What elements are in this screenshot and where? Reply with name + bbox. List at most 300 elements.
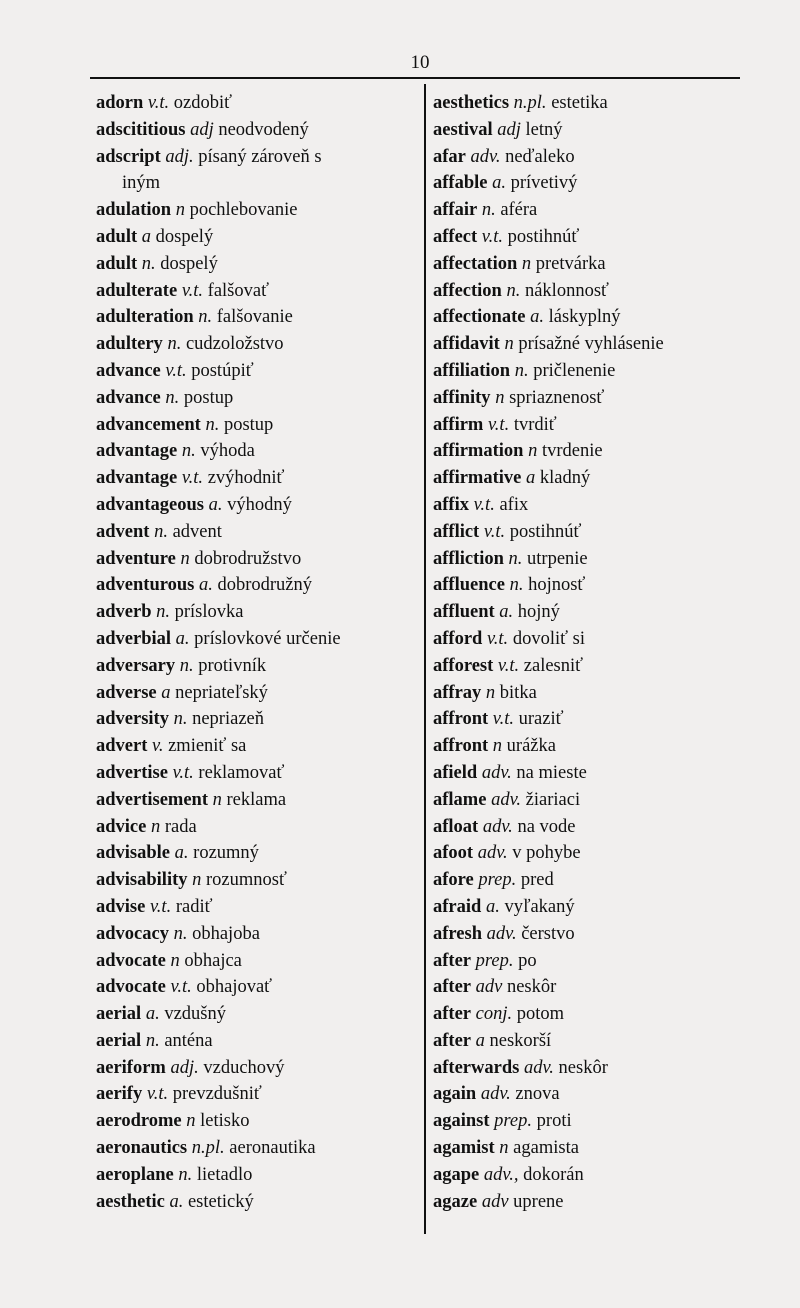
headword: advise (96, 896, 146, 917)
headword: adverb (96, 602, 152, 623)
headword: aerial (96, 1004, 142, 1025)
translation: neskôr (506, 977, 557, 998)
part-of-speech: n (492, 736, 503, 757)
dictionary-entry (96, 948, 416, 975)
headword: adverse (96, 682, 157, 703)
part-of-speech: adv. (470, 146, 501, 167)
translation: postup (183, 387, 234, 408)
dictionary-entry (433, 948, 753, 975)
headword: agape (433, 1164, 480, 1185)
headword: adult (96, 253, 138, 274)
translation: vzduchový (203, 1057, 285, 1078)
headword: affluent (433, 602, 495, 623)
part-of-speech: n. (145, 1030, 160, 1051)
part-of-speech: v.t. (149, 896, 172, 917)
headword: affirm (433, 414, 484, 435)
dictionary-entry (433, 1028, 753, 1055)
part-of-speech: adv. (480, 1084, 511, 1105)
part-of-speech: n. (167, 334, 182, 355)
headword: affront (433, 736, 489, 757)
dictionary-entry (433, 599, 753, 626)
part-of-speech: n (212, 789, 222, 810)
dictionary-entry (433, 894, 753, 921)
dictionary-entry (96, 358, 416, 385)
part-of-speech: a. (492, 173, 506, 194)
part-of-speech: prep. (478, 870, 517, 891)
dictionary-entry (433, 572, 753, 599)
headword: after (433, 977, 471, 998)
headword: aflame (433, 789, 487, 810)
translation: pred (520, 870, 554, 891)
translation: utrpenie (527, 548, 588, 569)
translation: zvýhodniť (207, 468, 285, 489)
translation: potom (516, 1004, 565, 1025)
part-of-speech: adv (481, 1191, 509, 1212)
part-of-speech: adv. (482, 816, 513, 837)
translation: postihnúť (509, 521, 582, 542)
part-of-speech: a. (485, 896, 500, 917)
translation: prísažné vyhlásenie (518, 334, 664, 355)
headword: afore (433, 870, 474, 891)
translation: neskorší (489, 1030, 552, 1051)
dictionary-entry (433, 251, 753, 278)
dictionary-entry (433, 546, 753, 573)
part-of-speech: n. (205, 414, 220, 435)
dictionary-entry (96, 1055, 416, 1082)
headword: afar (433, 146, 466, 167)
headword: adulterate (96, 280, 178, 301)
translation: reklama (226, 789, 287, 810)
translation: proti (536, 1111, 572, 1132)
dictionary-entry (433, 519, 753, 546)
headword: adultery (96, 334, 163, 355)
headword: adversity (96, 709, 169, 730)
dictionary-entry (96, 1081, 416, 1108)
headword: advice (96, 816, 147, 837)
part-of-speech: v.t. (147, 93, 170, 113)
dictionary-entry (96, 331, 416, 358)
part-of-speech: conj. (475, 1004, 513, 1025)
dictionary-entry (96, 626, 416, 653)
translation: spriaznenosť (509, 387, 605, 408)
page-number: 10 (410, 52, 430, 73)
headword: affront (433, 709, 489, 730)
column-divider (424, 84, 426, 1234)
dictionary-entry (433, 90, 753, 117)
part-of-speech: adv. (491, 789, 522, 810)
dictionary-entry (96, 117, 416, 144)
headword: affluence (433, 575, 505, 596)
dictionary-entry (433, 653, 753, 680)
part-of-speech: n (485, 682, 496, 703)
headword: afford (433, 628, 483, 649)
part-of-speech: n.pl. (191, 1138, 225, 1159)
headword: affair (433, 200, 478, 221)
translation: anténa (164, 1030, 213, 1051)
headword: agaze (433, 1191, 478, 1212)
headword: after (433, 950, 471, 971)
translation: rada (164, 816, 197, 837)
headword: advocate (96, 977, 166, 998)
part-of-speech: v.t. (486, 628, 509, 649)
translation: protivník (198, 655, 267, 676)
part-of-speech: v.t. (497, 655, 520, 676)
translation: lietadlo (196, 1164, 253, 1185)
headword: advantage (96, 441, 178, 462)
headword: aerify (96, 1084, 143, 1105)
headword: aeronautics (96, 1138, 188, 1159)
dictionary-entry (433, 1001, 753, 1028)
part-of-speech: adj (190, 119, 214, 140)
dictionary-entry (433, 680, 753, 707)
dictionary-entry (433, 1108, 753, 1135)
translation: kladný (539, 468, 591, 489)
dictionary-entry (96, 814, 416, 841)
headword: advocate (96, 950, 166, 971)
dictionary-entry (96, 251, 416, 278)
headword: advent (96, 521, 150, 542)
headword: adorn (96, 93, 144, 113)
part-of-speech: a. (174, 843, 189, 864)
part-of-speech: n (521, 253, 532, 274)
part-of-speech: n (180, 548, 190, 569)
translation: zmieniť sa (168, 736, 247, 757)
part-of-speech: v.t. (181, 280, 204, 301)
dictionary-entry (433, 465, 753, 492)
translation: bitka (499, 682, 537, 703)
headword: after (433, 1030, 471, 1051)
headword: affirmation (433, 441, 524, 462)
headword: adventurous (96, 575, 195, 596)
translation: uraziť (518, 709, 564, 730)
headword: adult (96, 226, 138, 247)
translation: láskyplný (548, 307, 621, 328)
translation: po (518, 950, 537, 971)
part-of-speech: n. (508, 548, 523, 569)
dictionary-entry (96, 787, 416, 814)
translation: dobrodružný (217, 575, 313, 596)
dictionary-entry (96, 1162, 416, 1189)
headword: advantage (96, 468, 178, 489)
headword: affirmative (433, 468, 522, 489)
dictionary-entry (96, 572, 416, 599)
part-of-speech: a. (169, 1191, 184, 1212)
part-of-speech: adv., (483, 1164, 519, 1185)
part-of-speech: n. (141, 253, 156, 274)
headword: affect (433, 226, 478, 247)
headword: affliction (433, 548, 504, 569)
headword: affable (433, 173, 488, 194)
part-of-speech: adv. (481, 762, 512, 783)
translation: písaný zároveň s (198, 146, 322, 167)
dictionary-entry (96, 599, 416, 626)
headword: adulation (96, 200, 172, 221)
translation: zalesniť (523, 655, 584, 676)
headword: afloat (433, 816, 479, 837)
headword: after (433, 1004, 471, 1025)
translation: výhoda (200, 441, 255, 462)
dictionary-entry (96, 974, 416, 1001)
dictionary-entry (96, 1189, 416, 1216)
translation: afix (499, 494, 529, 515)
headword: adversary (96, 655, 176, 676)
headword: again (433, 1084, 477, 1105)
part-of-speech: v.t. (146, 1084, 169, 1105)
headword: aeroplane (96, 1164, 174, 1185)
headword: adscititious (96, 119, 186, 140)
part-of-speech: v.t. (483, 521, 506, 542)
headword: advocacy (96, 923, 169, 944)
right-column (433, 90, 753, 1215)
part-of-speech: n. (198, 307, 213, 328)
part-of-speech: n. (165, 387, 180, 408)
headword: afoot (433, 843, 474, 864)
dictionary-entry (96, 921, 416, 948)
translation: rozumnosť (206, 870, 287, 891)
dictionary-entry (96, 412, 416, 439)
headword: advertise (96, 762, 168, 783)
translation: výhodný (227, 494, 292, 515)
headword: affectionate (433, 307, 526, 328)
part-of-speech: a. (208, 494, 223, 515)
part-of-speech: adj. (165, 146, 194, 167)
part-of-speech: n. (156, 602, 170, 623)
translation: čerstvo (521, 923, 575, 944)
dictionary-entry (96, 1001, 416, 1028)
part-of-speech: adj (497, 119, 521, 140)
dictionary-entry (433, 278, 753, 305)
headword: advance (96, 360, 161, 381)
headword: afterwards (433, 1057, 520, 1078)
dictionary-entry (433, 492, 753, 519)
translation: obhajca (184, 950, 242, 971)
part-of-speech: a. (530, 307, 544, 328)
part-of-speech: a. (145, 1004, 160, 1025)
part-of-speech: adv. (523, 1057, 554, 1078)
translation: ozdobiť (173, 93, 233, 113)
dictionary-entry (96, 224, 416, 251)
dictionary-entry (96, 144, 416, 198)
part-of-speech: prep. (475, 950, 514, 971)
dictionary-entry (433, 867, 753, 894)
part-of-speech: n (495, 387, 505, 408)
headword: aestival (433, 119, 493, 140)
translation: obhajovať (196, 977, 273, 998)
translation: tvrdenie (541, 441, 603, 462)
part-of-speech: a (475, 1030, 485, 1051)
part-of-speech: n (192, 870, 202, 891)
translation: pochlebovanie (189, 200, 298, 221)
dictionary-entry (96, 760, 416, 787)
translation: postihnúť (507, 226, 580, 247)
part-of-speech: n. (181, 441, 196, 462)
dictionary-entry (96, 519, 416, 546)
dictionary-entry (433, 840, 753, 867)
translation: postup (223, 414, 274, 435)
headword: adverbial (96, 628, 172, 649)
dictionary-entry (433, 974, 753, 1001)
translation: agamista (513, 1138, 579, 1159)
part-of-speech: n. (154, 521, 168, 542)
part-of-speech: a (161, 682, 171, 703)
headword: afresh (433, 923, 482, 944)
dictionary-entry (433, 1081, 753, 1108)
dictionary-entry (433, 438, 753, 465)
dictionary-entry (96, 546, 416, 573)
headword: affection (433, 280, 502, 301)
translation: advent (172, 521, 222, 542)
dictionary-entry (96, 840, 416, 867)
headword: aeriform (96, 1057, 166, 1078)
part-of-speech: v.t. (487, 414, 510, 435)
headword: adscript (96, 146, 161, 167)
part-of-speech: n. (509, 575, 524, 596)
translation: dospelý (155, 226, 214, 247)
headword: affiliation (433, 360, 511, 381)
dictionary-entry (433, 144, 753, 171)
translation: znova (515, 1084, 560, 1105)
translation: cudzoložstvo (185, 334, 284, 355)
dictionary-entry (96, 733, 416, 760)
dictionary-entry (433, 1162, 753, 1189)
headword: advert (96, 736, 148, 757)
dictionary-entry (96, 197, 416, 224)
part-of-speech: v.t. (492, 709, 515, 730)
part-of-speech: adv. (477, 843, 508, 864)
translation: postúpiť (191, 360, 254, 381)
translation: príslovkové určenie (194, 628, 341, 649)
dictionary-entry (433, 224, 753, 251)
headword: against (433, 1111, 490, 1132)
translation: radiť (175, 896, 213, 917)
dictionary-entry (433, 412, 753, 439)
dictionary-entry (433, 331, 753, 358)
headword: afforest (433, 655, 494, 676)
translation: obhajoba (192, 923, 260, 944)
dictionary-entry (433, 733, 753, 760)
part-of-speech: n. (506, 280, 521, 301)
translation: neodvodený (218, 119, 309, 140)
dictionary-entry (96, 867, 416, 894)
dictionary-entry (433, 197, 753, 224)
dictionary-entry (433, 304, 753, 331)
translation: vyľakaný (504, 896, 575, 917)
headword: advisability (96, 870, 188, 891)
part-of-speech: prep. (494, 1111, 533, 1132)
dictionary-entry (433, 117, 753, 144)
translation: príslovka (174, 602, 244, 623)
translation: letisko (200, 1111, 250, 1132)
dictionary-entry (433, 1055, 753, 1082)
headword: afraid (433, 896, 482, 917)
translation: žiariaci (525, 789, 581, 810)
dictionary-entry (433, 626, 753, 653)
dictionary-entry (433, 921, 753, 948)
part-of-speech: adj. (170, 1057, 199, 1078)
headword: aerial (96, 1030, 142, 1051)
translation: aeronautika (229, 1138, 316, 1159)
dictionary-entry (96, 385, 416, 412)
part-of-speech: n. (179, 655, 194, 676)
headword: advance (96, 387, 161, 408)
part-of-speech: v.t. (170, 977, 192, 998)
part-of-speech: n (186, 1111, 196, 1132)
part-of-speech: adv. (486, 923, 517, 944)
translation: urážka (506, 736, 556, 757)
headword: advantageous (96, 494, 204, 515)
translation: hojnosť (528, 575, 586, 596)
headword: agamist (433, 1138, 495, 1159)
part-of-speech: n (175, 200, 185, 221)
translation: v pohybe (512, 843, 581, 864)
translation: dokorán (523, 1164, 584, 1185)
headword: advancement (96, 414, 201, 435)
part-of-speech: v.t. (165, 360, 187, 381)
dictionary-entry (96, 894, 416, 921)
headword: adulteration (96, 307, 194, 328)
part-of-speech: n (170, 950, 180, 971)
dictionary-entry (96, 1108, 416, 1135)
translation: neďaleko (505, 146, 575, 167)
dictionary-entry (433, 170, 753, 197)
translation: pretvárka (535, 253, 606, 274)
translation: tvrdiť (513, 414, 557, 435)
translation: reklamovať (198, 762, 285, 783)
dictionary-entry (433, 358, 753, 385)
dictionary-entry (96, 1028, 416, 1055)
headword: advertisement (96, 789, 208, 810)
dictionary-entry (433, 760, 753, 787)
translation: letný (525, 119, 563, 140)
translation: aféra (500, 200, 538, 221)
dictionary-entry (433, 385, 753, 412)
part-of-speech: n. (481, 200, 496, 221)
headword: aerodrome (96, 1111, 182, 1132)
translation: dospelý (160, 253, 218, 274)
dictionary-entry (96, 492, 416, 519)
part-of-speech: v.t. (481, 226, 504, 247)
dictionary-entry (96, 438, 416, 465)
left-column (96, 90, 416, 1215)
part-of-speech: a. (175, 628, 190, 649)
translation: na mieste (516, 762, 587, 783)
translation: náklonnosť (524, 280, 609, 301)
dictionary-entry (433, 814, 753, 841)
part-of-speech: n. (178, 1164, 193, 1185)
dictionary-entry (433, 787, 753, 814)
header-rule (90, 77, 740, 79)
part-of-speech: n. (173, 709, 188, 730)
headword: adventure (96, 548, 176, 569)
dictionary-entry (96, 90, 416, 117)
headword: aesthetic (96, 1191, 165, 1212)
translation: nepriateľský (175, 682, 268, 703)
dictionary-entry (96, 680, 416, 707)
dictionary-entry (96, 304, 416, 331)
part-of-speech: n. (514, 360, 529, 381)
dictionary-entry (433, 1189, 753, 1216)
part-of-speech: n (504, 334, 514, 355)
headword: advisable (96, 843, 171, 864)
translation: uprene (513, 1191, 564, 1212)
part-of-speech: adv (475, 977, 503, 998)
dictionary-entry (96, 706, 416, 733)
headword: afield (433, 762, 478, 783)
dictionary-entry (96, 278, 416, 305)
part-of-speech: n. (173, 923, 188, 944)
headword: affix (433, 494, 469, 515)
headword: aesthetics (433, 93, 510, 113)
